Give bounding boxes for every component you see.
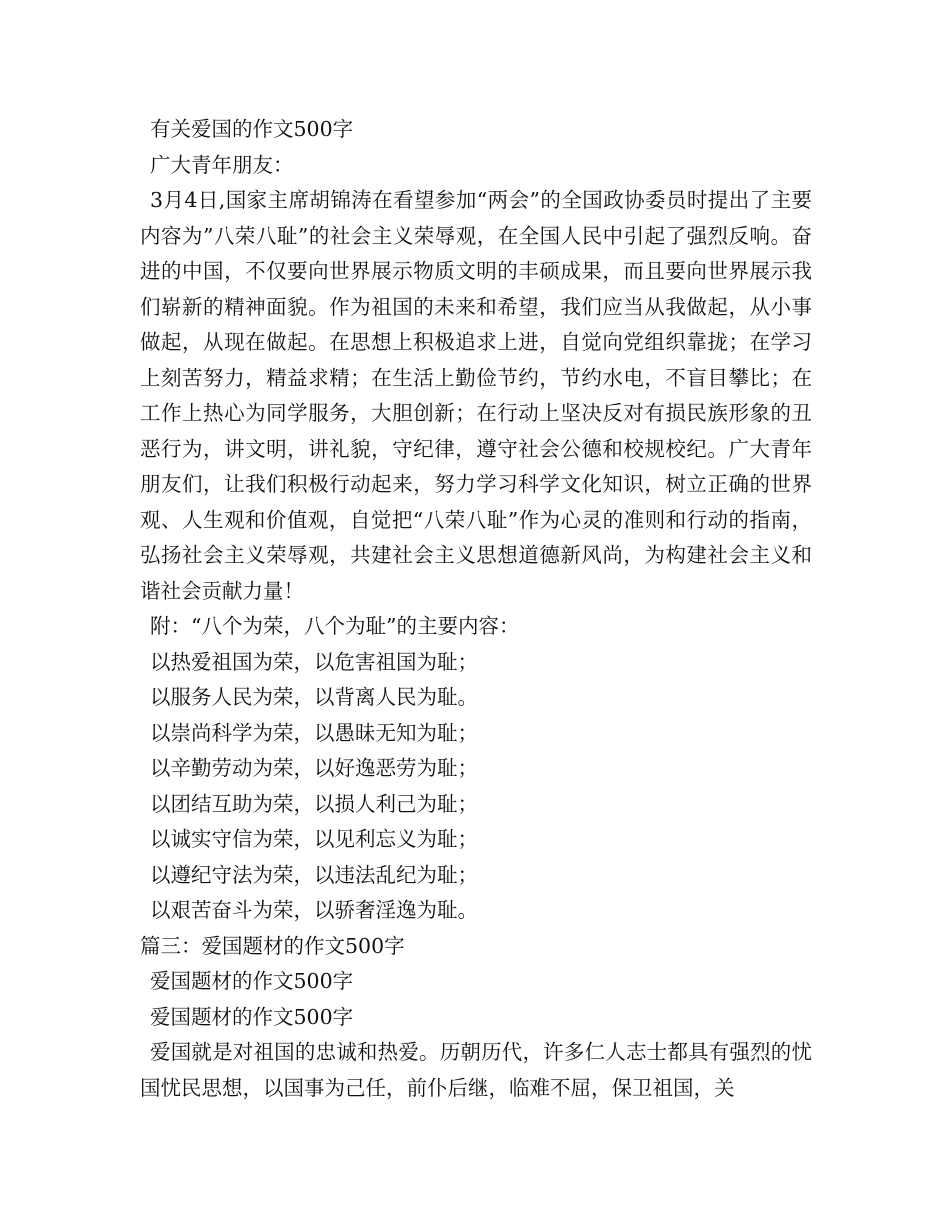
appendix-item: 以诚实守信为荣，以见利忘义为耻；	[150, 827, 478, 851]
appendix-item: 以崇尚科学为荣，以愚昧无知为耻；	[150, 720, 478, 745]
essay-title: 有关爱国的作文500字	[150, 117, 354, 141]
body-paragraph: 3月4日,国家主席胡锦涛在看望参加“两会”的全国政协委员时提出了主要内容为”八荣八耻”的社会主义荣辱观，在全国人民中引起了强烈反响。奋进的中国，不仅要向世界展示物质文明的丰硕成果，而且要向世界展示我们崭新的精神面貌。作为祖国的未来和希望，我们应当从我做起，从小事做起，从现在做起。在思想上积极追求上进，自觉向党组织靠拢；在学习上刻苦努力，精益求精；在生活上勤俭节约，节约水电，不盲目攀比；在工作上热心为同学服务，大胆创新；在行动上坚决反对有损民族形象的丑恶行为，讲文明，讲礼貌，守纪律，遵守社会公德和校规校纪。广大青年朋友们，让我们积极行动起来，努力学习科学文化知识，树立正确的世界观、人生观和价值观，自觉把“八荣八耻”作为心灵的准则和行动的指南，弘扬社会主义荣辱观，共建社会主义思想道德新风尚，为构建社会主义和谐社会贡献力量！	[140, 188, 812, 603]
appendix-heading: 附：“八个为荣，八个为耻”的主要内容：	[150, 614, 520, 638]
salutation: 广大青年朋友：	[150, 152, 294, 177]
appendix-item: 以热爱祖国为荣，以危害祖国为耻；	[150, 649, 478, 674]
section-paragraph: 爱国就是对祖国的忠诚和热爱。历朝历代，许多仁人志士都具有强烈的忧国忧民思想，以国事为己任，前仆后继，临难不屈，保卫祖国，关	[140, 1040, 812, 1100]
section-subtitle: 爱国题材的作文500字	[150, 969, 354, 993]
appendix-item: 以遵纪守法为荣，以违法乱纪为耻；	[150, 862, 478, 887]
appendix-item: 以服务人民为荣，以背离人民为耻。	[150, 685, 478, 709]
section-subtitle: 爱国题材的作文500字	[150, 1004, 354, 1029]
document-body	[140, 112, 812, 1106]
appendix-item: 以辛勤劳动为荣，以好逸恶劳为耻；	[150, 756, 478, 780]
appendix-item: 以团结互助为荣，以损人利己为耻；	[150, 791, 478, 816]
appendix-item: 以艰苦奋斗为荣，以骄奢淫逸为耻。	[150, 898, 478, 922]
section-heading: 篇三：爱国题材的作文500字	[140, 933, 405, 958]
